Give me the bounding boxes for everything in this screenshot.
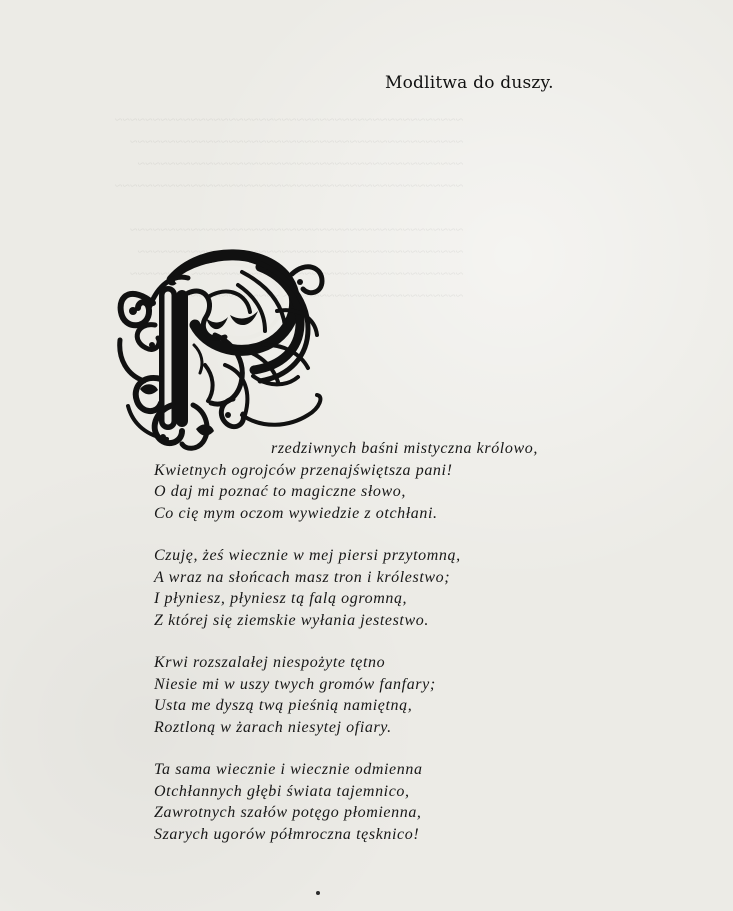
poem-line: Niesie mi w uszy twych gromów fanfary;	[154, 675, 436, 693]
page-title: Modlitwa do duszy.	[385, 73, 554, 93]
poem-line: Krwi rozszalałej niespożyte tętno	[154, 654, 386, 671]
poem-line: Z której się ziemskie wyłania jestestwo.	[154, 611, 429, 629]
stanza	[154, 438, 574, 524]
poem-line: rzedziwnych baśni mistyczna królowo,	[271, 440, 538, 457]
poem-line: Usta me dyszą twą pieśnią namiętną,	[154, 697, 413, 714]
bleed-through-text: ~~~~~~~~~~~~~~~~~~~~~~~~~~~~~~~~~~~~~~~~~~~~~~ ~~~~~~~~~~~~~~~~~~~~~~~~~~~~~~~~~~~~~~~~~~~~ ~~~~~~~~~~~~~~~~~~~~~~~~~~~~~~~~~~~~~~~~~~~ ~~~~~~~~~~~~~~~~~~~~~~~~~~~~~~~~~~~~~~~~~~~~~~ ~~~~~~~~~~~~~~~~~~~~~~~~~~~~~~~~~~~~~~~~~~~~ ~~~~~~~~~~~~~~~~~~~~~~~~~~~~~~~~~~~~~~~~~~~ ~~~~~~~~~~~~~~~~~~~~~~~~~~~~~~~~~~~~~~~~~~~~ ~~~~~~~~~~~~~~~~~~~~~~~~~~~~~~~~~~~~~~~~~~~	[115, 113, 464, 304]
decorative-initial-p-icon	[110, 245, 330, 451]
poem-line: Ta sama wiecznie i wiecznie odmienna	[154, 761, 423, 778]
stanza	[154, 652, 574, 738]
stanza	[154, 759, 574, 845]
poem-line: Czuję, żeś wiecznie w mej piersi przytomną,	[154, 547, 461, 564]
page-mark	[316, 891, 320, 895]
stanza	[154, 545, 574, 631]
poem-body	[154, 438, 574, 866]
poem-line: Co cię mym oczom wywiedzie z otchłani.	[154, 504, 438, 522]
poem-line: Szarych ugorów półmroczna tęsknico!	[154, 825, 420, 843]
poem-line: Roztloną w żarach niesytej ofiary.	[154, 718, 392, 736]
poem-line: O daj mi poznać to magiczne słowo,	[154, 483, 406, 500]
poem-line: Kwietnych ogrojców przenajświętsza pani!	[154, 461, 453, 479]
poem-line: I płyniesz, płyniesz tą falą ogromną,	[154, 590, 408, 607]
poem-line: Otchłannych głębi świata tajemnico,	[154, 782, 410, 800]
poem-line: A wraz na słońcach masz tron i królestwo;	[154, 568, 451, 586]
poem-line: Zawrotnych szałów potęgo płomienna,	[154, 804, 422, 821]
